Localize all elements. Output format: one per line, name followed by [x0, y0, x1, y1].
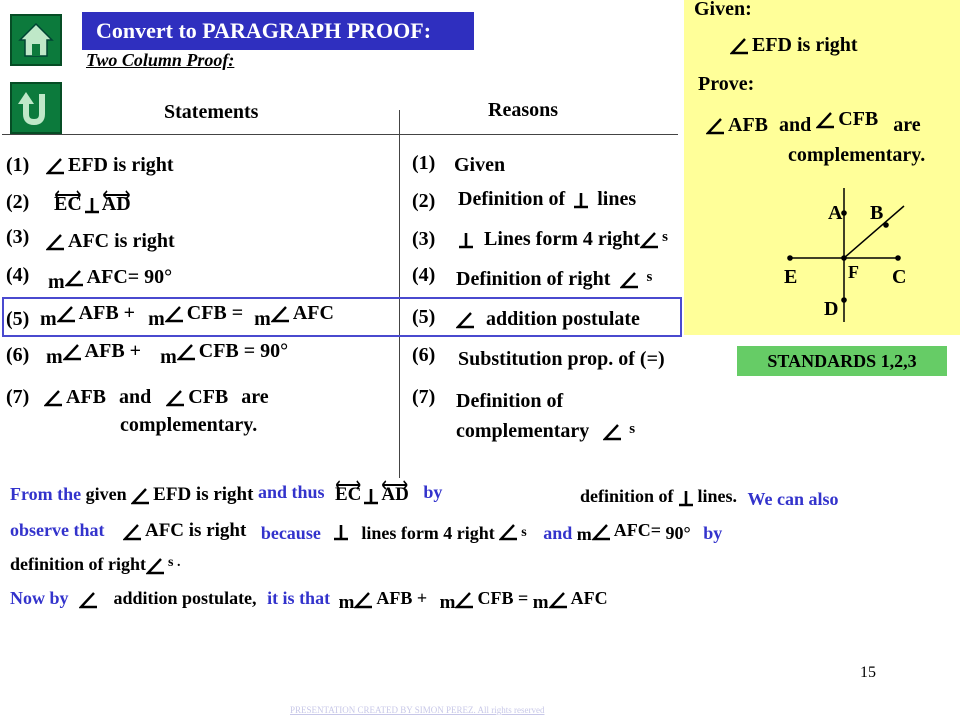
perpendicular-icon [458, 231, 474, 249]
angle-icon [354, 590, 374, 610]
reason-1: Given [454, 154, 506, 176]
angle-icon [499, 522, 519, 542]
reason-3: Lines form 4 right $^s$ [456, 228, 668, 251]
statement-3: AFC is right [46, 230, 175, 253]
perpendicular-icon [84, 196, 100, 214]
point-label-c: C [892, 266, 907, 288]
angle-icon [549, 590, 569, 610]
paragraph-line-3: definition of right $^{s .}$ [10, 554, 181, 574]
angle-icon [640, 230, 660, 250]
reason-number: (7) [412, 386, 436, 408]
given-statement: EFD is right [730, 34, 858, 57]
home-icon [12, 16, 60, 64]
reason-number: (1) [412, 152, 436, 174]
perpendicular-icon [573, 191, 589, 209]
point-label-e: E [784, 266, 798, 288]
angle-icon [456, 310, 476, 330]
reason-6: Substitution prop. of (=) [458, 348, 665, 370]
given-label: Given: [694, 0, 752, 20]
statements-header: Statements [164, 101, 259, 123]
u-turn-icon [12, 84, 60, 132]
perpendicular-icon [333, 523, 349, 541]
angle-icon [271, 304, 291, 324]
angle-icon [46, 232, 66, 252]
step-number: (1) [6, 154, 30, 176]
perpendicular-icon [678, 489, 694, 507]
angle-icon [123, 522, 143, 542]
paragraph-line-1: From the given EFD is right and thus EC AD by [10, 482, 443, 505]
angle-icon [46, 156, 66, 176]
angle-icon [592, 522, 612, 542]
paragraph-line-1b: definition of lines. We can also [580, 486, 839, 509]
point-label-a: A [828, 202, 843, 224]
reason-5: addition postulate [456, 308, 640, 331]
point-label-f: F [848, 262, 859, 282]
angle-icon [603, 422, 623, 442]
angle-icon [44, 388, 64, 408]
reason-7-end: complementary $^s$ [456, 420, 636, 442]
reason-number: (4) [412, 264, 436, 286]
statement-2: EC AD [54, 193, 131, 215]
reason-number: (2) [412, 190, 436, 212]
step-number: (5) [6, 308, 30, 330]
angle-icon [730, 36, 750, 56]
reason-4: Definition of right $^s$ [456, 268, 653, 290]
statement-4: m AFC= 90° [48, 266, 173, 293]
point-label-b: B [870, 202, 884, 224]
step-number: (2) [6, 191, 30, 213]
statement-7-end: complementary. [120, 414, 258, 436]
page-title: Convert to PARAGRAPH PROOF: [82, 12, 474, 50]
prove-label: Prove: [698, 73, 755, 95]
statement-1: EFD is right [46, 154, 174, 177]
subtitle: Two Column Proof: [86, 50, 235, 70]
footer-credit: PRESENTATION CREATED BY SIMON PEREZ. All rights reserved [290, 705, 545, 715]
step-number: (6) [6, 344, 30, 366]
home-button[interactable] [10, 14, 62, 66]
prove-end: complementary. [788, 144, 926, 166]
statement-5: m AFB + m CFB = m AFC [40, 302, 334, 330]
angle-icon [620, 270, 640, 290]
back-button[interactable] [10, 82, 62, 134]
paragraph-line-4: Now by addition postulate, it is that m AFB + m CFB = m AFC [10, 588, 608, 613]
angle-icon [65, 268, 85, 288]
reason-number: (3) [412, 228, 436, 250]
prove-statement: AFB and CFB are [706, 114, 921, 137]
angle-icon [146, 556, 166, 576]
angle-icon [63, 342, 83, 362]
perpendicular-icon [363, 487, 379, 505]
reason-number: (6) [412, 344, 436, 366]
point-label-d: D [824, 298, 839, 320]
angle-icon [165, 304, 185, 324]
page-number: 15 [860, 664, 876, 681]
reasons-header: Reasons [488, 99, 559, 121]
angle-icon [455, 590, 475, 610]
statement-7: AFB and CFB are [44, 386, 269, 409]
angle-icon [131, 486, 151, 506]
angle-icon [57, 304, 77, 324]
angle-icon [816, 110, 836, 130]
step-number: (3) [6, 226, 30, 248]
reason-7: Definition of [456, 390, 564, 412]
reason-2: Definition of lines [458, 188, 637, 210]
given-prove-panel [684, 0, 960, 335]
step-number: (4) [6, 264, 30, 286]
standards-badge: STANDARDS 1,2,3 [737, 346, 947, 376]
angle-icon [166, 388, 186, 408]
statement-6: m AFB + m CFB = 90° [46, 340, 289, 368]
angle-icon [177, 342, 197, 362]
paragraph-line-2: observe that AFC is right because lines form 4 right s and m AFC= 90° by [10, 520, 723, 544]
header-rule [2, 134, 678, 135]
angle-icon [706, 116, 726, 136]
step-number: (7) [6, 386, 30, 408]
column-divider [399, 110, 400, 478]
reason-number: (5) [412, 306, 436, 328]
angle-icon [79, 590, 99, 610]
